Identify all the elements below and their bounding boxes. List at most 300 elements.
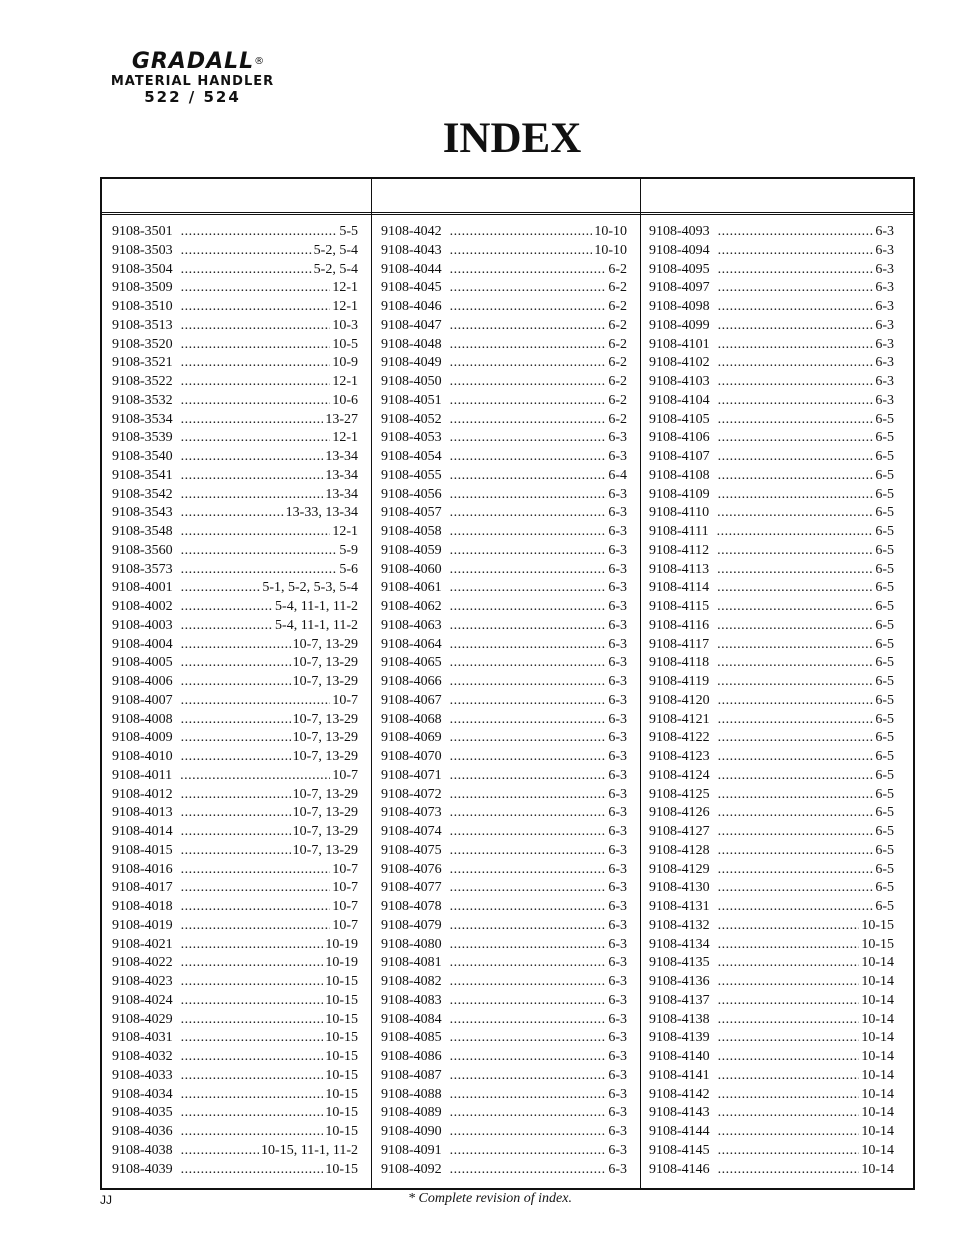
page-reference: 6-3 xyxy=(608,1011,627,1027)
leader-dots xyxy=(450,598,607,617)
leader-dots xyxy=(181,1104,324,1123)
leader-dots xyxy=(450,804,607,823)
page-reference: 6-3 xyxy=(608,617,627,633)
leader-dots xyxy=(181,1123,324,1142)
leader-dots xyxy=(181,898,331,917)
index-entry xyxy=(112,261,358,280)
page-reference: 6-3 xyxy=(875,261,894,277)
index-entry xyxy=(112,1123,358,1142)
leader-dots xyxy=(718,1029,860,1048)
page-reference: 10-14 xyxy=(861,992,894,1008)
leader-dots xyxy=(181,261,312,280)
page-reference: 6-5 xyxy=(875,580,894,596)
leader-dots xyxy=(718,786,874,805)
page-reference: 6-5 xyxy=(875,786,894,802)
index-entry xyxy=(649,317,894,336)
part-number: 9108-4095 xyxy=(649,261,710,277)
part-number: 9108-4060 xyxy=(381,561,442,577)
index-entry xyxy=(112,898,358,917)
part-number: 9108-4139 xyxy=(649,1030,710,1046)
leader-dots xyxy=(718,429,874,448)
index-entry xyxy=(649,842,894,861)
part-number: 9108-4130 xyxy=(649,880,710,896)
index-entry xyxy=(381,898,627,917)
page-reference: 6-3 xyxy=(608,786,627,802)
part-number: 9108-4121 xyxy=(649,711,710,727)
index-entry xyxy=(112,879,358,898)
part-number: 9108-4090 xyxy=(381,1124,442,1139)
leader-dots xyxy=(181,842,291,861)
index-entry xyxy=(649,467,894,486)
index-entry xyxy=(649,729,894,748)
index-entry xyxy=(649,523,894,542)
part-number: 9108-4104 xyxy=(649,392,710,408)
index-entry xyxy=(649,992,894,1011)
part-number: 9108-4023 xyxy=(112,974,173,989)
page-reference: 10-7, 13-29 xyxy=(292,749,358,764)
leader-dots xyxy=(450,504,607,523)
part-number: 9108-4087 xyxy=(381,1067,442,1083)
page-reference: 5-5 xyxy=(339,224,358,239)
leader-dots xyxy=(181,673,291,692)
index-entry xyxy=(649,898,894,917)
index-entry xyxy=(381,336,627,355)
page-reference: 6-3 xyxy=(875,224,894,239)
leader-dots xyxy=(450,636,607,655)
part-number: 9108-4008 xyxy=(112,711,173,727)
leader-dots xyxy=(181,486,324,505)
page-reference: 6-3 xyxy=(608,505,627,521)
leader-dots xyxy=(181,711,291,730)
part-number: 9108-4081 xyxy=(381,955,442,971)
part-number: 9108-4122 xyxy=(649,730,710,746)
leader-dots xyxy=(181,242,312,261)
leader-dots xyxy=(717,523,874,542)
page-reference: 10-7 xyxy=(332,899,358,914)
registered-mark: ® xyxy=(254,56,266,67)
leader-dots xyxy=(181,1067,324,1086)
index-entry xyxy=(112,542,358,561)
index-entry xyxy=(649,617,894,636)
part-number: 9108-4113 xyxy=(649,561,710,577)
part-number: 9108-4019 xyxy=(112,917,173,933)
part-number: 9108-4069 xyxy=(381,730,442,746)
index-entry xyxy=(381,542,627,561)
part-number: 9108-3501 xyxy=(112,224,173,239)
leader-dots xyxy=(181,992,324,1011)
leader-dots xyxy=(450,879,607,898)
index-entry xyxy=(649,486,894,505)
part-number: 9108-4068 xyxy=(381,711,442,727)
part-number: 9108-4034 xyxy=(112,1086,173,1102)
page-reference: 6-3 xyxy=(608,524,627,539)
leader-dots xyxy=(181,823,291,842)
page-reference: 6-3 xyxy=(608,730,627,746)
part-number: 9108-4038 xyxy=(112,1142,173,1158)
leader-dots xyxy=(450,973,607,992)
page-reference: 6-5 xyxy=(875,824,894,839)
leader-dots xyxy=(450,861,607,880)
part-number: 9108-4092 xyxy=(381,1161,442,1177)
part-number: 9108-4031 xyxy=(112,1030,173,1046)
part-number: 9108-4063 xyxy=(381,617,442,633)
page-reference: 10-7 xyxy=(332,692,358,708)
part-number: 9108-4045 xyxy=(381,280,442,296)
part-number: 9108-4001 xyxy=(112,580,173,596)
index-entry xyxy=(112,373,358,392)
leader-dots xyxy=(181,1086,324,1105)
part-number: 9108-4064 xyxy=(381,636,442,652)
page-reference: 10-7, 13-29 xyxy=(292,674,358,689)
index-entry xyxy=(381,523,627,542)
page-reference: 6-3 xyxy=(608,1049,627,1064)
page-reference: 10-15 xyxy=(325,1011,358,1027)
index-entry xyxy=(649,936,894,955)
leader-dots xyxy=(181,392,331,411)
leader-dots xyxy=(450,354,607,373)
index-entry xyxy=(381,636,627,655)
index-entry xyxy=(649,973,894,992)
leader-dots xyxy=(718,1048,860,1067)
index-entry xyxy=(649,279,894,298)
page-reference: 10-14 xyxy=(861,1142,894,1158)
leader-dots xyxy=(450,1161,607,1180)
page-reference: 6-5 xyxy=(875,561,894,577)
part-number: 9108-4042 xyxy=(381,224,442,239)
page-reference: 5-4, 11-1, 11-2 xyxy=(275,617,358,633)
page-reference: 10-14 xyxy=(861,1049,894,1064)
index-entry xyxy=(112,842,358,861)
leader-dots xyxy=(181,1161,324,1180)
index-entry xyxy=(112,598,358,617)
leader-dots xyxy=(181,1011,324,1030)
page-reference: 6-3 xyxy=(875,299,894,314)
index-entry xyxy=(381,879,627,898)
index-entry xyxy=(381,1123,627,1142)
leader-dots xyxy=(718,898,874,917)
part-number: 9108-4124 xyxy=(649,767,710,783)
index-entry xyxy=(381,748,627,767)
index-entry xyxy=(381,917,627,936)
leader-dots xyxy=(181,917,331,936)
part-number: 9108-4132 xyxy=(649,917,710,933)
index-entry xyxy=(112,336,358,355)
index-entry xyxy=(112,804,358,823)
part-number: 9108-4141 xyxy=(649,1067,710,1083)
leader-dots xyxy=(450,523,607,542)
index-entry xyxy=(112,711,358,730)
part-number: 9108-4018 xyxy=(112,899,173,914)
part-number: 9108-4039 xyxy=(112,1161,173,1177)
page-reference: 5-6 xyxy=(339,561,358,577)
index-entry xyxy=(649,673,894,692)
part-number: 9108-4077 xyxy=(381,880,442,896)
index-entry xyxy=(649,879,894,898)
part-number: 9108-4107 xyxy=(649,449,710,464)
index-entry xyxy=(649,636,894,655)
page-reference: 6-3 xyxy=(608,486,627,502)
index-entry xyxy=(381,954,627,973)
leader-dots xyxy=(181,804,291,823)
page-reference: 10-7, 13-29 xyxy=(292,711,358,727)
page-reference: 13-27 xyxy=(325,411,358,427)
page-reference: 6-5 xyxy=(875,767,894,783)
part-number: 9108-4144 xyxy=(649,1124,710,1139)
leader-dots xyxy=(450,486,607,505)
index-entry xyxy=(649,654,894,673)
leader-dots xyxy=(181,598,273,617)
part-number: 9108-4116 xyxy=(649,617,710,633)
leader-dots xyxy=(181,354,331,373)
part-number: 9108-4094 xyxy=(649,242,710,258)
index-entry xyxy=(381,579,627,598)
leader-dots xyxy=(450,1029,607,1048)
leader-dots xyxy=(450,373,607,392)
index-entry xyxy=(381,223,627,242)
leader-dots xyxy=(181,786,291,805)
leader-dots xyxy=(717,504,873,523)
part-number: 9108-4143 xyxy=(649,1105,710,1121)
leader-dots xyxy=(450,936,607,955)
part-number: 9108-4071 xyxy=(381,767,442,783)
page-reference: 6-2 xyxy=(608,299,627,314)
leader-dots xyxy=(181,973,324,992)
leader-dots xyxy=(181,861,331,880)
page-reference: 10-7 xyxy=(332,767,358,783)
page-reference: 6-3 xyxy=(608,899,627,914)
part-number: 9108-3534 xyxy=(112,411,173,427)
part-number: 9108-4067 xyxy=(381,692,442,708)
page-reference: 6-3 xyxy=(608,1030,627,1046)
index-entry xyxy=(649,954,894,973)
index-table xyxy=(100,177,915,1190)
index-entry xyxy=(649,504,894,523)
part-number: 9108-4103 xyxy=(649,374,710,389)
part-number: 9108-3521 xyxy=(112,355,173,371)
index-entry xyxy=(112,1011,358,1030)
page-reference: 10-7, 13-29 xyxy=(292,805,358,821)
leader-dots xyxy=(718,1067,860,1086)
index-entry xyxy=(112,242,358,261)
index-entry xyxy=(381,973,627,992)
page-reference: 6-3 xyxy=(608,1105,627,1121)
index-entry xyxy=(112,936,358,955)
index-entry xyxy=(112,861,358,880)
leader-dots xyxy=(181,1029,324,1048)
index-entry xyxy=(112,748,358,767)
index-entry xyxy=(112,317,358,336)
page-reference: 10-9 xyxy=(332,355,358,371)
part-number: 9108-3513 xyxy=(112,317,173,333)
leader-dots xyxy=(450,279,607,298)
part-number: 9108-4073 xyxy=(381,805,442,821)
table-header-row xyxy=(102,179,913,213)
leader-dots xyxy=(450,617,607,636)
page-reference: 6-3 xyxy=(608,861,627,877)
page-reference: 6-3 xyxy=(608,880,627,896)
leader-dots xyxy=(717,654,873,673)
index-entry xyxy=(381,261,627,280)
leader-dots xyxy=(718,823,874,842)
leader-dots xyxy=(717,673,873,692)
leader-dots xyxy=(450,767,607,786)
index-entry xyxy=(649,1161,894,1180)
index-entry xyxy=(649,579,894,598)
page-reference: 10-15 xyxy=(325,1086,358,1102)
part-number: 9108-4145 xyxy=(649,1142,710,1158)
part-number: 9108-4072 xyxy=(381,786,442,802)
part-number: 9108-4061 xyxy=(381,580,442,596)
part-number: 9108-4016 xyxy=(112,861,173,877)
leader-dots xyxy=(181,317,331,336)
index-entry xyxy=(381,729,627,748)
leader-dots xyxy=(717,579,873,598)
page-reference: 6-3 xyxy=(608,824,627,839)
index-entry xyxy=(112,973,358,992)
page-reference: 10-14 xyxy=(861,1124,894,1139)
page-reference: 10-14 xyxy=(861,1086,894,1102)
part-number: 9108-4044 xyxy=(381,261,442,277)
page-reference: 10-15 xyxy=(325,1067,358,1083)
leader-dots xyxy=(717,617,873,636)
index-entry xyxy=(381,561,627,580)
index-entry xyxy=(112,992,358,1011)
leader-dots xyxy=(181,936,324,955)
index-entry xyxy=(649,692,894,711)
part-number: 9108-4021 xyxy=(112,936,173,952)
page-reference: 10-15 xyxy=(861,936,894,952)
page-reference: 10-15 xyxy=(325,1049,358,1064)
part-number: 9108-4029 xyxy=(112,1011,173,1027)
index-entry xyxy=(381,467,627,486)
leader-dots xyxy=(450,823,607,842)
leader-dots xyxy=(450,673,607,692)
page-reference: 6-3 xyxy=(608,580,627,596)
index-entry xyxy=(381,617,627,636)
index-entry xyxy=(381,692,627,711)
part-number: 9108-4066 xyxy=(381,674,442,689)
index-entry xyxy=(112,429,358,448)
part-number: 9108-4049 xyxy=(381,355,442,371)
page-reference: 10-15 xyxy=(325,1105,358,1121)
gradall-logo xyxy=(100,50,285,106)
page-reference: 6-2 xyxy=(608,392,627,408)
part-number: 9108-4140 xyxy=(649,1049,710,1064)
leader-dots xyxy=(181,954,324,973)
part-number: 9108-4131 xyxy=(649,899,710,914)
part-number: 9108-4127 xyxy=(649,824,710,839)
index-entry xyxy=(649,1048,894,1067)
part-number: 9108-4056 xyxy=(381,486,442,502)
leader-dots xyxy=(450,542,607,561)
index-entry xyxy=(112,579,358,598)
page-reference: 6-5 xyxy=(875,730,894,746)
page-reference: 10-15 xyxy=(325,1124,358,1139)
page-reference: 6-5 xyxy=(875,749,894,764)
part-number: 9108-4098 xyxy=(649,299,710,314)
part-number: 9108-4013 xyxy=(112,805,173,821)
leader-dots xyxy=(718,467,874,486)
index-entry xyxy=(649,711,894,730)
index-entry xyxy=(381,279,627,298)
page-reference: 6-5 xyxy=(875,617,894,633)
index-entry xyxy=(381,429,627,448)
index-entry xyxy=(381,767,627,786)
leader-dots xyxy=(718,692,874,711)
page-reference: 6-3 xyxy=(875,392,894,408)
index-entry xyxy=(649,786,894,805)
index-entry xyxy=(649,542,894,561)
leader-dots xyxy=(718,317,874,336)
leader-dots xyxy=(718,298,874,317)
part-number: 9108-4085 xyxy=(381,1030,442,1046)
page-reference: 6-3 xyxy=(875,280,894,296)
page-reference: 10-15, 11-1, 11-2 xyxy=(261,1142,358,1158)
index-entry xyxy=(649,804,894,823)
page-reference: 6-4 xyxy=(608,467,627,483)
page-reference: 6-3 xyxy=(608,842,627,858)
index-entry xyxy=(649,1067,894,1086)
part-number: 9108-4017 xyxy=(112,880,173,896)
page-reference: 6-5 xyxy=(875,505,894,521)
footer-note: * Complete revision of index. xyxy=(408,1191,572,1206)
part-number: 9108-3520 xyxy=(112,336,173,352)
index-entry xyxy=(112,523,358,542)
part-number: 9108-4123 xyxy=(649,749,710,764)
page-reference: 10-10 xyxy=(594,224,627,239)
index-entry xyxy=(112,1048,358,1067)
page-reference: 10-7, 13-29 xyxy=(292,655,358,671)
index-entry xyxy=(112,1067,358,1086)
index-entry xyxy=(112,767,358,786)
index-entry xyxy=(649,429,894,448)
index-entry xyxy=(381,786,627,805)
logo-models: 522 / 524 xyxy=(144,88,241,106)
page-reference: 6-5 xyxy=(875,524,894,539)
index-entry xyxy=(649,1011,894,1030)
leader-dots xyxy=(180,767,330,786)
part-number: 9108-4129 xyxy=(649,861,710,877)
page-reference: 6-5 xyxy=(875,655,894,671)
part-number: 9108-4036 xyxy=(112,1124,173,1139)
leader-dots xyxy=(718,842,874,861)
part-number: 9108-4051 xyxy=(381,392,442,408)
leader-dots xyxy=(181,692,331,711)
index-entry xyxy=(381,298,627,317)
part-number: 9108-4146 xyxy=(649,1161,710,1177)
part-number: 9108-4054 xyxy=(381,449,442,464)
leader-dots xyxy=(450,748,607,767)
leader-dots xyxy=(450,917,607,936)
page-reference: 6-3 xyxy=(608,767,627,783)
part-number: 9108-4091 xyxy=(381,1142,442,1158)
index-entry xyxy=(112,673,358,692)
part-number: 9108-4084 xyxy=(381,1011,442,1027)
leader-dots xyxy=(450,448,607,467)
leader-dots xyxy=(181,654,291,673)
page-reference: 10-15 xyxy=(861,917,894,933)
part-number: 9108-4002 xyxy=(112,599,173,614)
leader-dots xyxy=(181,279,331,298)
column-divider xyxy=(371,179,372,1188)
leader-dots xyxy=(181,636,291,655)
page-reference: 6-5 xyxy=(875,674,894,689)
page-reference: 5-9 xyxy=(339,542,358,558)
leader-dots xyxy=(717,598,873,617)
index-entry xyxy=(649,861,894,880)
leader-dots xyxy=(181,579,261,598)
leader-dots xyxy=(450,411,607,430)
